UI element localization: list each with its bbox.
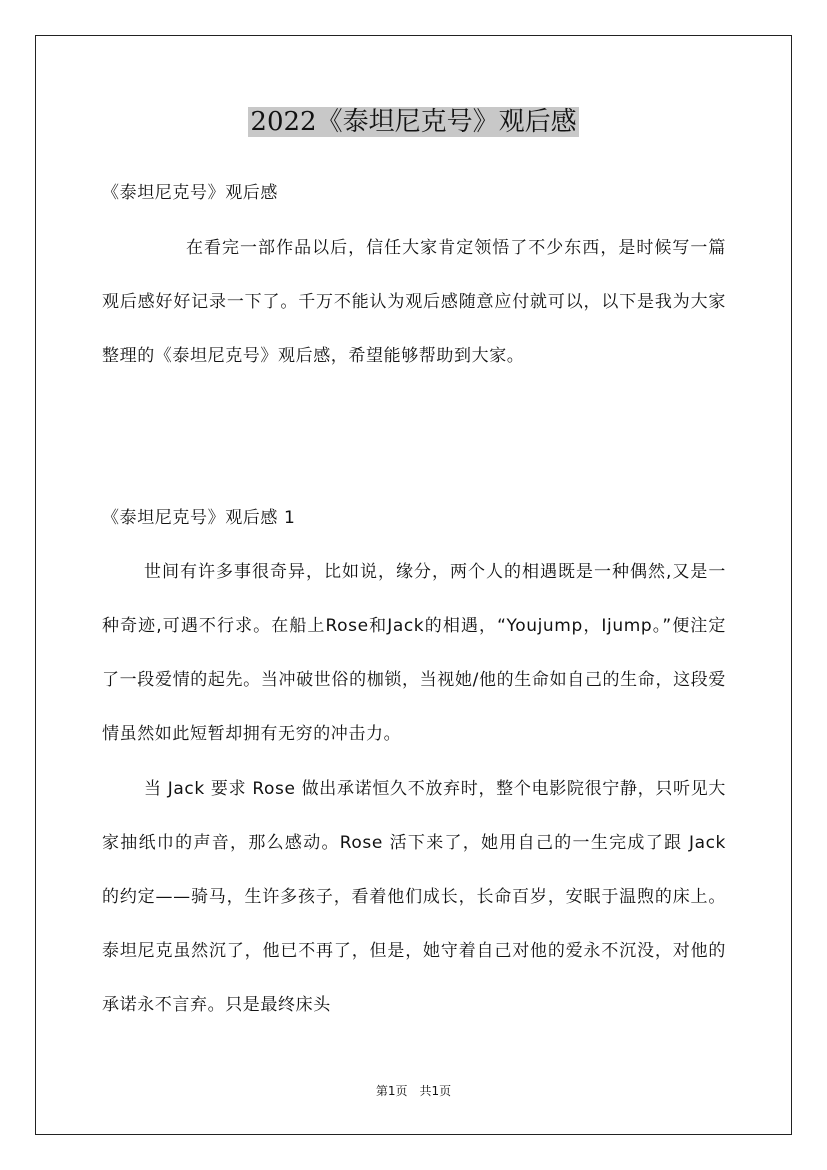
page-footer: 第1页 共1页: [375, 1084, 452, 1098]
intro-paragraph: 在看完一部作品以后，信任大家肯定领悟了不少东西，是时候写一篇观后感好好记录一下了。千万不能认为观后感随意应付就可以，以下是我为大家整理的《泰坦尼克号》观后感，希望能够帮助到大家。: [102, 238, 726, 366]
body-paragraph-2: 当 Jack 要求 Rose 做出承诺恒久不放弃时，整个电影院很宁静，只听见大家抽纸巾的声音，那么感动。Rose 活下来了，她用自己的一生完成了跟 Jack 的约定——骑马，生许多孩子，看着他们成长，长命百岁，安眠于温煦的床上。泰坦尼克虽然沉了，他已不再了，但是，她守着自己对他的爱永不沉没，对他的承诺永不言弃。只是最终床头: [102, 779, 726, 1015]
body-paragraph-1: 世间有许多事很奇异，比如说，缘分，两个人的相遇既是一种偶然,又是一种奇迹,可遇不行求。在船上Rose和Jack的相遇，“Youjump，Ijump。”便注定了一段爱情的起先。当冲破世俗的枷锁，当视她/他的生命如自己的生命，这段爱情虽然如此短暂却拥有无穷的冲击力。: [102, 562, 726, 744]
document-title: [0, 100, 827, 144]
section-heading-1: 《泰坦尼克号》观后感 1: [102, 508, 296, 528]
document-title-text: 2022《泰坦尼克号》观后感: [250, 107, 577, 137]
document-subtitle: 《泰坦尼克号》观后感: [102, 183, 278, 203]
